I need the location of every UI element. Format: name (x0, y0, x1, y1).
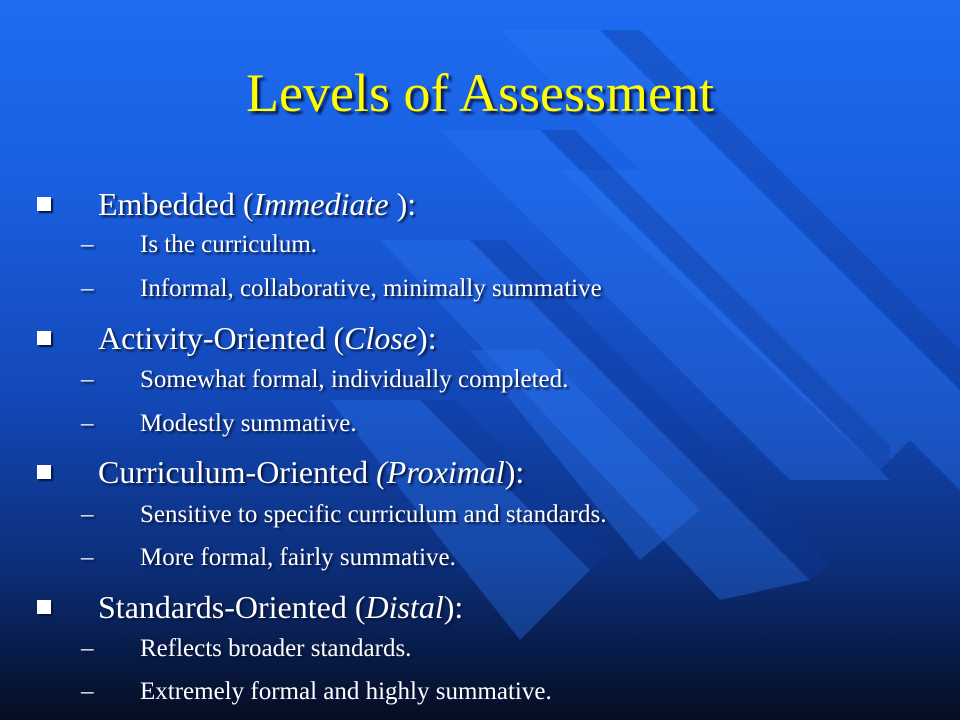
square-bullet-icon (37, 197, 51, 211)
bullet-label: Embedded (Immediate ): (98, 186, 417, 222)
square-bullet-icon (37, 465, 51, 479)
dash-marker: – (81, 410, 94, 437)
sub-item-text: Informal, collaborative, minimally summative (140, 275, 602, 302)
bullet-label: Curriculum-Oriented (Proximal): (98, 454, 525, 490)
dash-marker: – (81, 275, 94, 302)
slide-title: Levels of Assessment (246, 63, 714, 123)
dash-marker: – (81, 366, 94, 393)
sub-item-text: Somewhat formal, individually completed. (140, 366, 569, 393)
sub-item-text: Modestly summative. (140, 410, 357, 437)
sub-item-text: Reflects broader standards. (140, 635, 412, 662)
dash-marker: – (81, 231, 94, 258)
sub-item-text: Sensitive to specific curriculum and standards. (140, 501, 607, 528)
square-bullet-icon (37, 331, 51, 345)
sub-item-text: Is the curriculum. (140, 231, 318, 258)
dash-marker: – (81, 501, 94, 528)
dash-marker: – (81, 544, 94, 571)
sub-item-text: Extremely formal and highly summative. (140, 678, 552, 705)
dash-marker: – (81, 678, 94, 705)
square-bullet-icon (37, 600, 51, 614)
dash-marker: – (81, 635, 94, 662)
bullet-label: Activity-Oriented (Close): (98, 320, 437, 356)
sub-item-text: More formal, fairly summative. (140, 544, 456, 571)
bullet-label: Standards-Oriented (Distal): (98, 589, 464, 625)
